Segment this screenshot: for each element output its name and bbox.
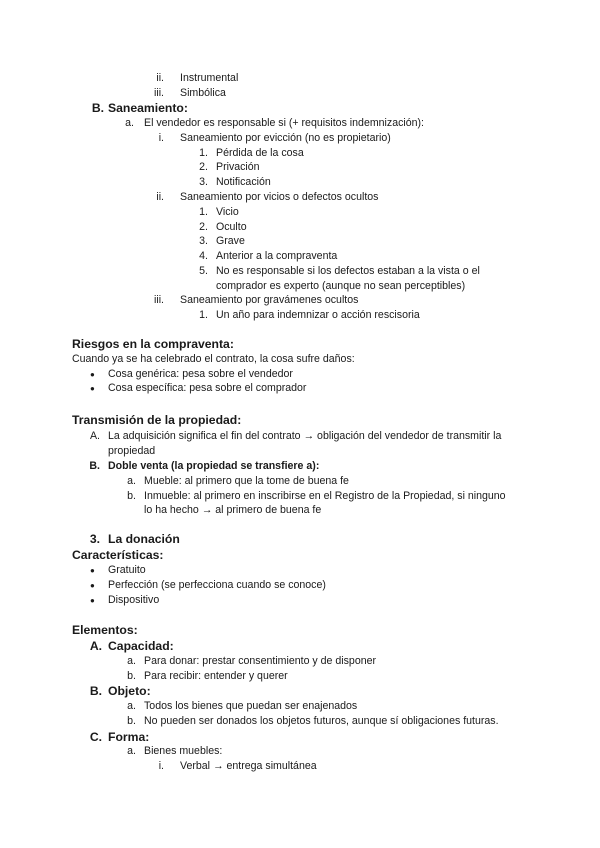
list-item: Cosa genérica: pesa sobre el vendedor bbox=[108, 368, 293, 380]
list-marker: a. bbox=[127, 655, 136, 667]
section-title: La donación bbox=[108, 532, 180, 546]
list-marker: a. bbox=[125, 117, 134, 129]
list-item: No es responsable si los defectos estaban a la vista o el bbox=[216, 265, 480, 277]
list-item: Cosa específica: pesa sobre el comprador bbox=[108, 382, 307, 394]
section-heading: Capacidad: bbox=[108, 639, 174, 653]
list-marker: a. bbox=[127, 475, 136, 487]
list-marker: iii. bbox=[153, 294, 164, 306]
list-item: Inmueble: al primero en inscribirse en el Registro de la Propiedad, si ninguno bbox=[144, 490, 506, 502]
list-marker: 5. bbox=[199, 265, 208, 277]
list-item: Oculto bbox=[216, 221, 247, 233]
list-item: Perfección (se perfecciona cuando se conoce) bbox=[108, 579, 326, 591]
list-item: Instrumental bbox=[180, 72, 239, 84]
list-item: Gratuito bbox=[108, 564, 146, 576]
list-marker: a. bbox=[127, 745, 136, 757]
list-marker: 1. bbox=[199, 309, 208, 321]
list-marker: 1. bbox=[199, 147, 208, 159]
section-heading: Objeto: bbox=[108, 684, 151, 698]
list-marker: b. bbox=[127, 670, 136, 682]
list-item: No pueden ser donados los objetos futuros, aunque sí obligaciones futuras. bbox=[144, 715, 499, 727]
list-item: El vendedor es responsable si (+ requisitos indemnización): bbox=[144, 117, 424, 129]
section-heading: Transmisión de la propiedad: bbox=[72, 413, 242, 427]
list-item: Pérdida de la cosa bbox=[216, 147, 304, 159]
section-heading: Forma: bbox=[108, 730, 150, 744]
list-item: Para donar: prestar consentimiento y de disponer bbox=[144, 655, 377, 667]
list-item: Verbal → entrega simultánea bbox=[180, 760, 317, 772]
list-item: Mueble: al primero que la tome de buena fe bbox=[144, 475, 349, 487]
list-marker: b. bbox=[127, 490, 136, 502]
list-item-continuation: comprador es experto (aunque no sean perceptibles) bbox=[216, 280, 466, 292]
section-heading: Elementos: bbox=[72, 623, 138, 637]
list-item: Anterior a la compraventa bbox=[216, 250, 338, 262]
section-marker: C. bbox=[89, 730, 102, 744]
list-item: Notificación bbox=[216, 176, 271, 188]
list-marker: a. bbox=[127, 700, 136, 712]
list-item: Grave bbox=[216, 235, 245, 247]
list-marker: ii. bbox=[156, 191, 164, 203]
list-marker: i. bbox=[158, 760, 164, 772]
bullet-icon: ● bbox=[90, 581, 95, 590]
section-marker: B. bbox=[89, 684, 102, 698]
section-heading: Riesgos en la compraventa: bbox=[72, 337, 234, 351]
bullet-icon: ● bbox=[90, 596, 95, 605]
section-heading: Saneamiento: bbox=[108, 101, 188, 115]
list-item-continuation: propiedad bbox=[108, 445, 156, 457]
list-marker: B. bbox=[89, 460, 100, 472]
list-marker: 2. bbox=[199, 161, 208, 173]
list-item: Vicio bbox=[216, 206, 239, 218]
list-marker: ii. bbox=[156, 72, 164, 84]
list-item: Dispositivo bbox=[108, 594, 160, 606]
list-item: Saneamiento por evicción (no es propietario) bbox=[180, 132, 391, 144]
list-item: Todos los bienes que puedan ser enajenados bbox=[144, 700, 358, 712]
list-marker: iii. bbox=[153, 87, 164, 99]
section-marker: 3. bbox=[89, 532, 100, 546]
list-marker: 3. bbox=[199, 176, 208, 188]
list-item: Privación bbox=[216, 161, 260, 173]
paragraph: Cuando ya se ha celebrado el contrato, la cosa sufre daños: bbox=[72, 353, 355, 365]
section-marker: B. bbox=[91, 101, 104, 115]
section-marker: A. bbox=[89, 639, 102, 653]
section-heading: Características: bbox=[72, 548, 164, 562]
list-item: Simbólica bbox=[180, 87, 226, 99]
bullet-icon: ● bbox=[90, 566, 95, 575]
list-item: Para recibir: entender y querer bbox=[144, 670, 288, 682]
list-item: Doble venta (la propiedad se transfiere a): bbox=[108, 460, 320, 472]
list-item: Un año para indemnizar o acción rescisoria bbox=[216, 309, 420, 321]
list-item: Bienes muebles: bbox=[144, 745, 223, 757]
list-marker: A. bbox=[89, 430, 100, 442]
list-item: Saneamiento por vicios o defectos ocultos bbox=[180, 191, 379, 203]
list-marker: 1. bbox=[199, 206, 208, 218]
list-item: Saneamiento por gravámenes ocultos bbox=[180, 294, 359, 306]
bullet-icon: ● bbox=[90, 384, 95, 393]
list-item-continuation: lo ha hecho → al primero de buena fe bbox=[144, 504, 322, 516]
list-marker: b. bbox=[127, 715, 136, 727]
list-marker: 4. bbox=[199, 250, 208, 262]
list-item: La adquisición significa el fin del contrato → obligación del vendedor de transmitir la bbox=[108, 430, 502, 442]
list-marker: 2. bbox=[199, 221, 208, 233]
list-marker: 3. bbox=[199, 235, 208, 247]
bullet-icon: ● bbox=[90, 370, 95, 379]
list-marker: i. bbox=[158, 132, 164, 144]
